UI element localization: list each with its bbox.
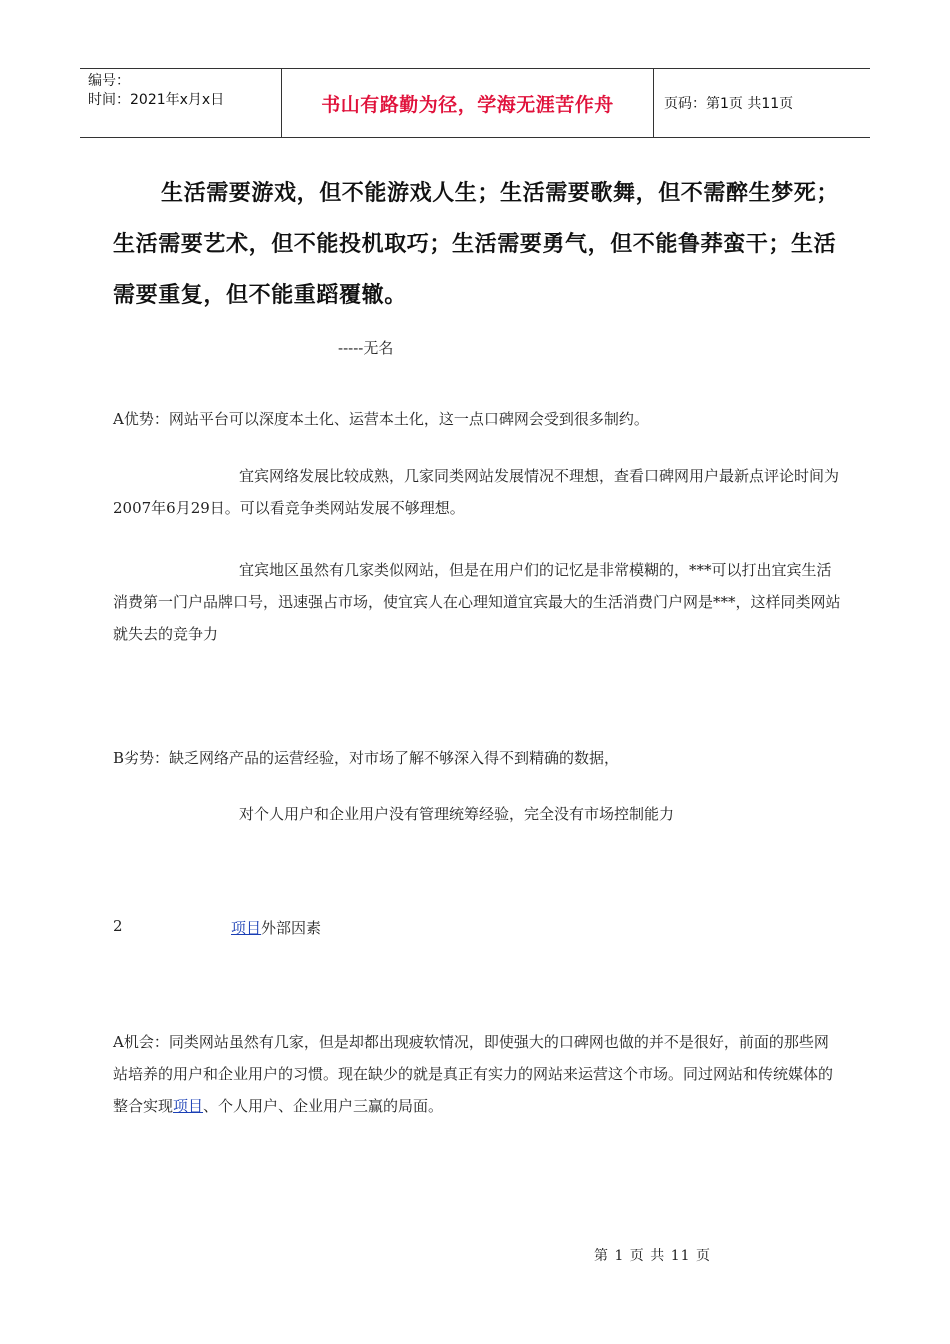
- opportunity-text: A机会：同类网站虽然有几家，但是却都出现疲软情况，即使强大的口碑网也做的并不是很好，前面的那些网站培养的用户和企业用户的习惯。现在缺少的就是真正有实力的网站来运营这个市场。同过网站和传统媒体的整合实现: [113, 1033, 834, 1115]
- section-number: 2: [113, 917, 123, 935]
- number-label: 编号：: [88, 73, 130, 89]
- weakness-detail-paragraph: 对个人用户和企业用户没有管理统筹经验，完全没有市场控制能力: [239, 805, 675, 823]
- quote-text: 生活需要游戏，但不能游戏人生；生活需要歌舞，但不需醉生梦死；生活需要艺术，但不能投机取巧；生活需要勇气，但不能鲁莽蛮干；生活需要重复，但不能重蹈覆辙。: [113, 181, 840, 308]
- header-motto: 书山有路勤为径，学海无涯苦作舟: [282, 69, 654, 137]
- strength-paragraph: A优势：网站平台可以深度本土化、运营本土化，这一点口碑网会受到很多制约。: [113, 410, 649, 428]
- network-paragraph: 宜宾网络发展比较成熟，几家同类网站发展情况不理想，查看口碑网用户最新点评论时间为2007年6月29日。可以看竞争类网站发展不够理想。: [113, 467, 840, 517]
- opportunity-text-end: 、个人用户、企业用户三赢的局面。: [203, 1097, 444, 1115]
- header-meta: [80, 69, 282, 137]
- document-header: [80, 68, 870, 138]
- region-paragraph: 宜宾地区虽然有几家类似网站，但是在用户们的记忆是非常模糊的，***可以打出宜宾生活消费第一门户品牌口号，迅速强占市场，使宜宾人在心理知道宜宾最大的生活消费门户网是***，这样同类网站就失去的竞争力: [113, 561, 841, 643]
- header-page-info: 页码：第1页 共11页: [664, 96, 794, 112]
- page-footer: 第 1 页 共 11 页: [594, 1248, 711, 1264]
- opportunity-project-link[interactable]: 项目: [173, 1097, 204, 1115]
- project-link[interactable]: 项目: [231, 919, 262, 937]
- quote-author: -----无名: [338, 339, 394, 357]
- section-heading: [231, 917, 321, 938]
- section-heading-rest: 外部因素: [261, 919, 322, 937]
- weakness-paragraph: B劣势：缺乏网络产品的运营经验，对市场了解不够深入得不到精确的数据，: [113, 749, 620, 767]
- time-label: 时间：2021年x月x日: [88, 92, 225, 108]
- opportunity-paragraph: [113, 1026, 843, 1122]
